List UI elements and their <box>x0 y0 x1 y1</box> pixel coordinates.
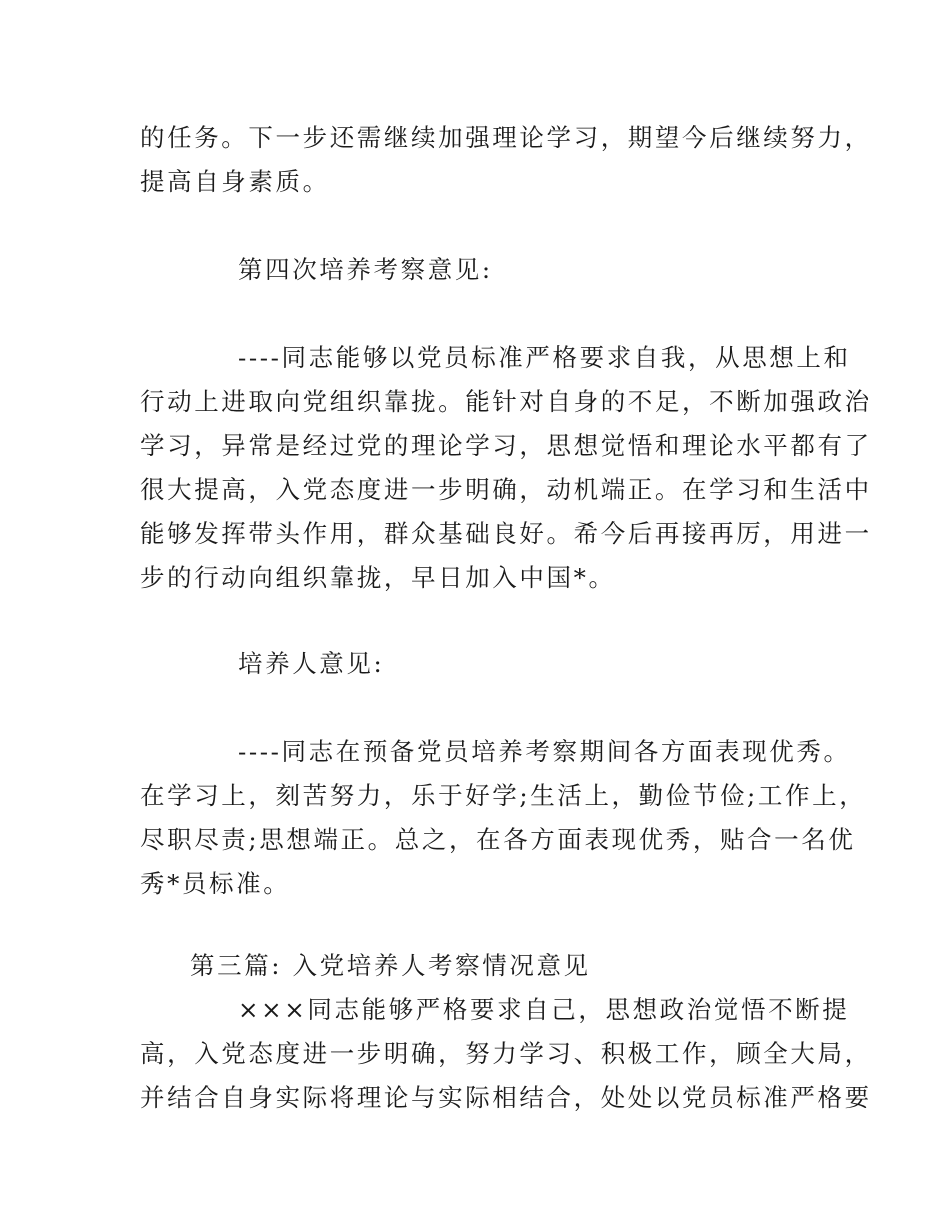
paragraph-4-line-2: 高，入党态度进一步明确，努力学习、积极工作，顾全大局， <box>140 1039 872 1068</box>
paragraph-3-line-3: 尽职尽责;思想端正。总之，在各方面表现优秀，贴合一名优 <box>140 825 856 854</box>
paragraph-2-line-1: ----同志能够以党员标准严格要求自我，从思想上和 <box>238 343 851 372</box>
paragraph-2-line-5: 能够发挥带头作用，群众基础良好。希今后再接再厉，用进一 <box>140 519 872 548</box>
paragraph-3-line-2: 在学习上，刻苦努力，乐于好学;生活上，勤俭节俭;工作上， <box>140 781 867 810</box>
paragraph-1-line-1: 的任务。下一步还需继续加强理论学习，期望今后继续努力， <box>140 123 872 152</box>
paragraph-2-line-3: 学习，异常是经过党的理论学习，思想觉悟和理论水平都有了 <box>140 431 872 460</box>
heading-third-article: 第三篇: 入党培养人考察情况意见 <box>190 951 591 980</box>
paragraph-2-line-4: 很大提高，入党态度进一步明确，动机端正。在学习和生活中 <box>140 475 872 504</box>
paragraph-4-line-3: 并结合自身实际将理论与实际相结合，处处以党员标准严格要 <box>140 1083 872 1112</box>
paragraph-1-line-2: 提高自身素质。 <box>140 167 330 196</box>
heading-fourth-assessment: 第四次培养考察意见: <box>238 255 493 284</box>
heading-trainer-opinion: 培养人意见: <box>238 649 385 678</box>
paragraph-4-line-1: ×××同志能够严格要求自己，思想政治觉悟不断提 <box>238 995 850 1024</box>
paragraph-2-line-2: 行动上进取向党组织靠拢。能针对自身的不足，不断加强政治 <box>140 387 872 416</box>
paragraph-3-line-4: 秀*员标准。 <box>140 869 291 898</box>
paragraph-2-line-6: 步的行动向组织靠拢，早日加入中国*。 <box>140 563 616 592</box>
paragraph-3-line-1: ----同志在预备党员培养考察期间各方面表现优秀。 <box>238 737 851 766</box>
